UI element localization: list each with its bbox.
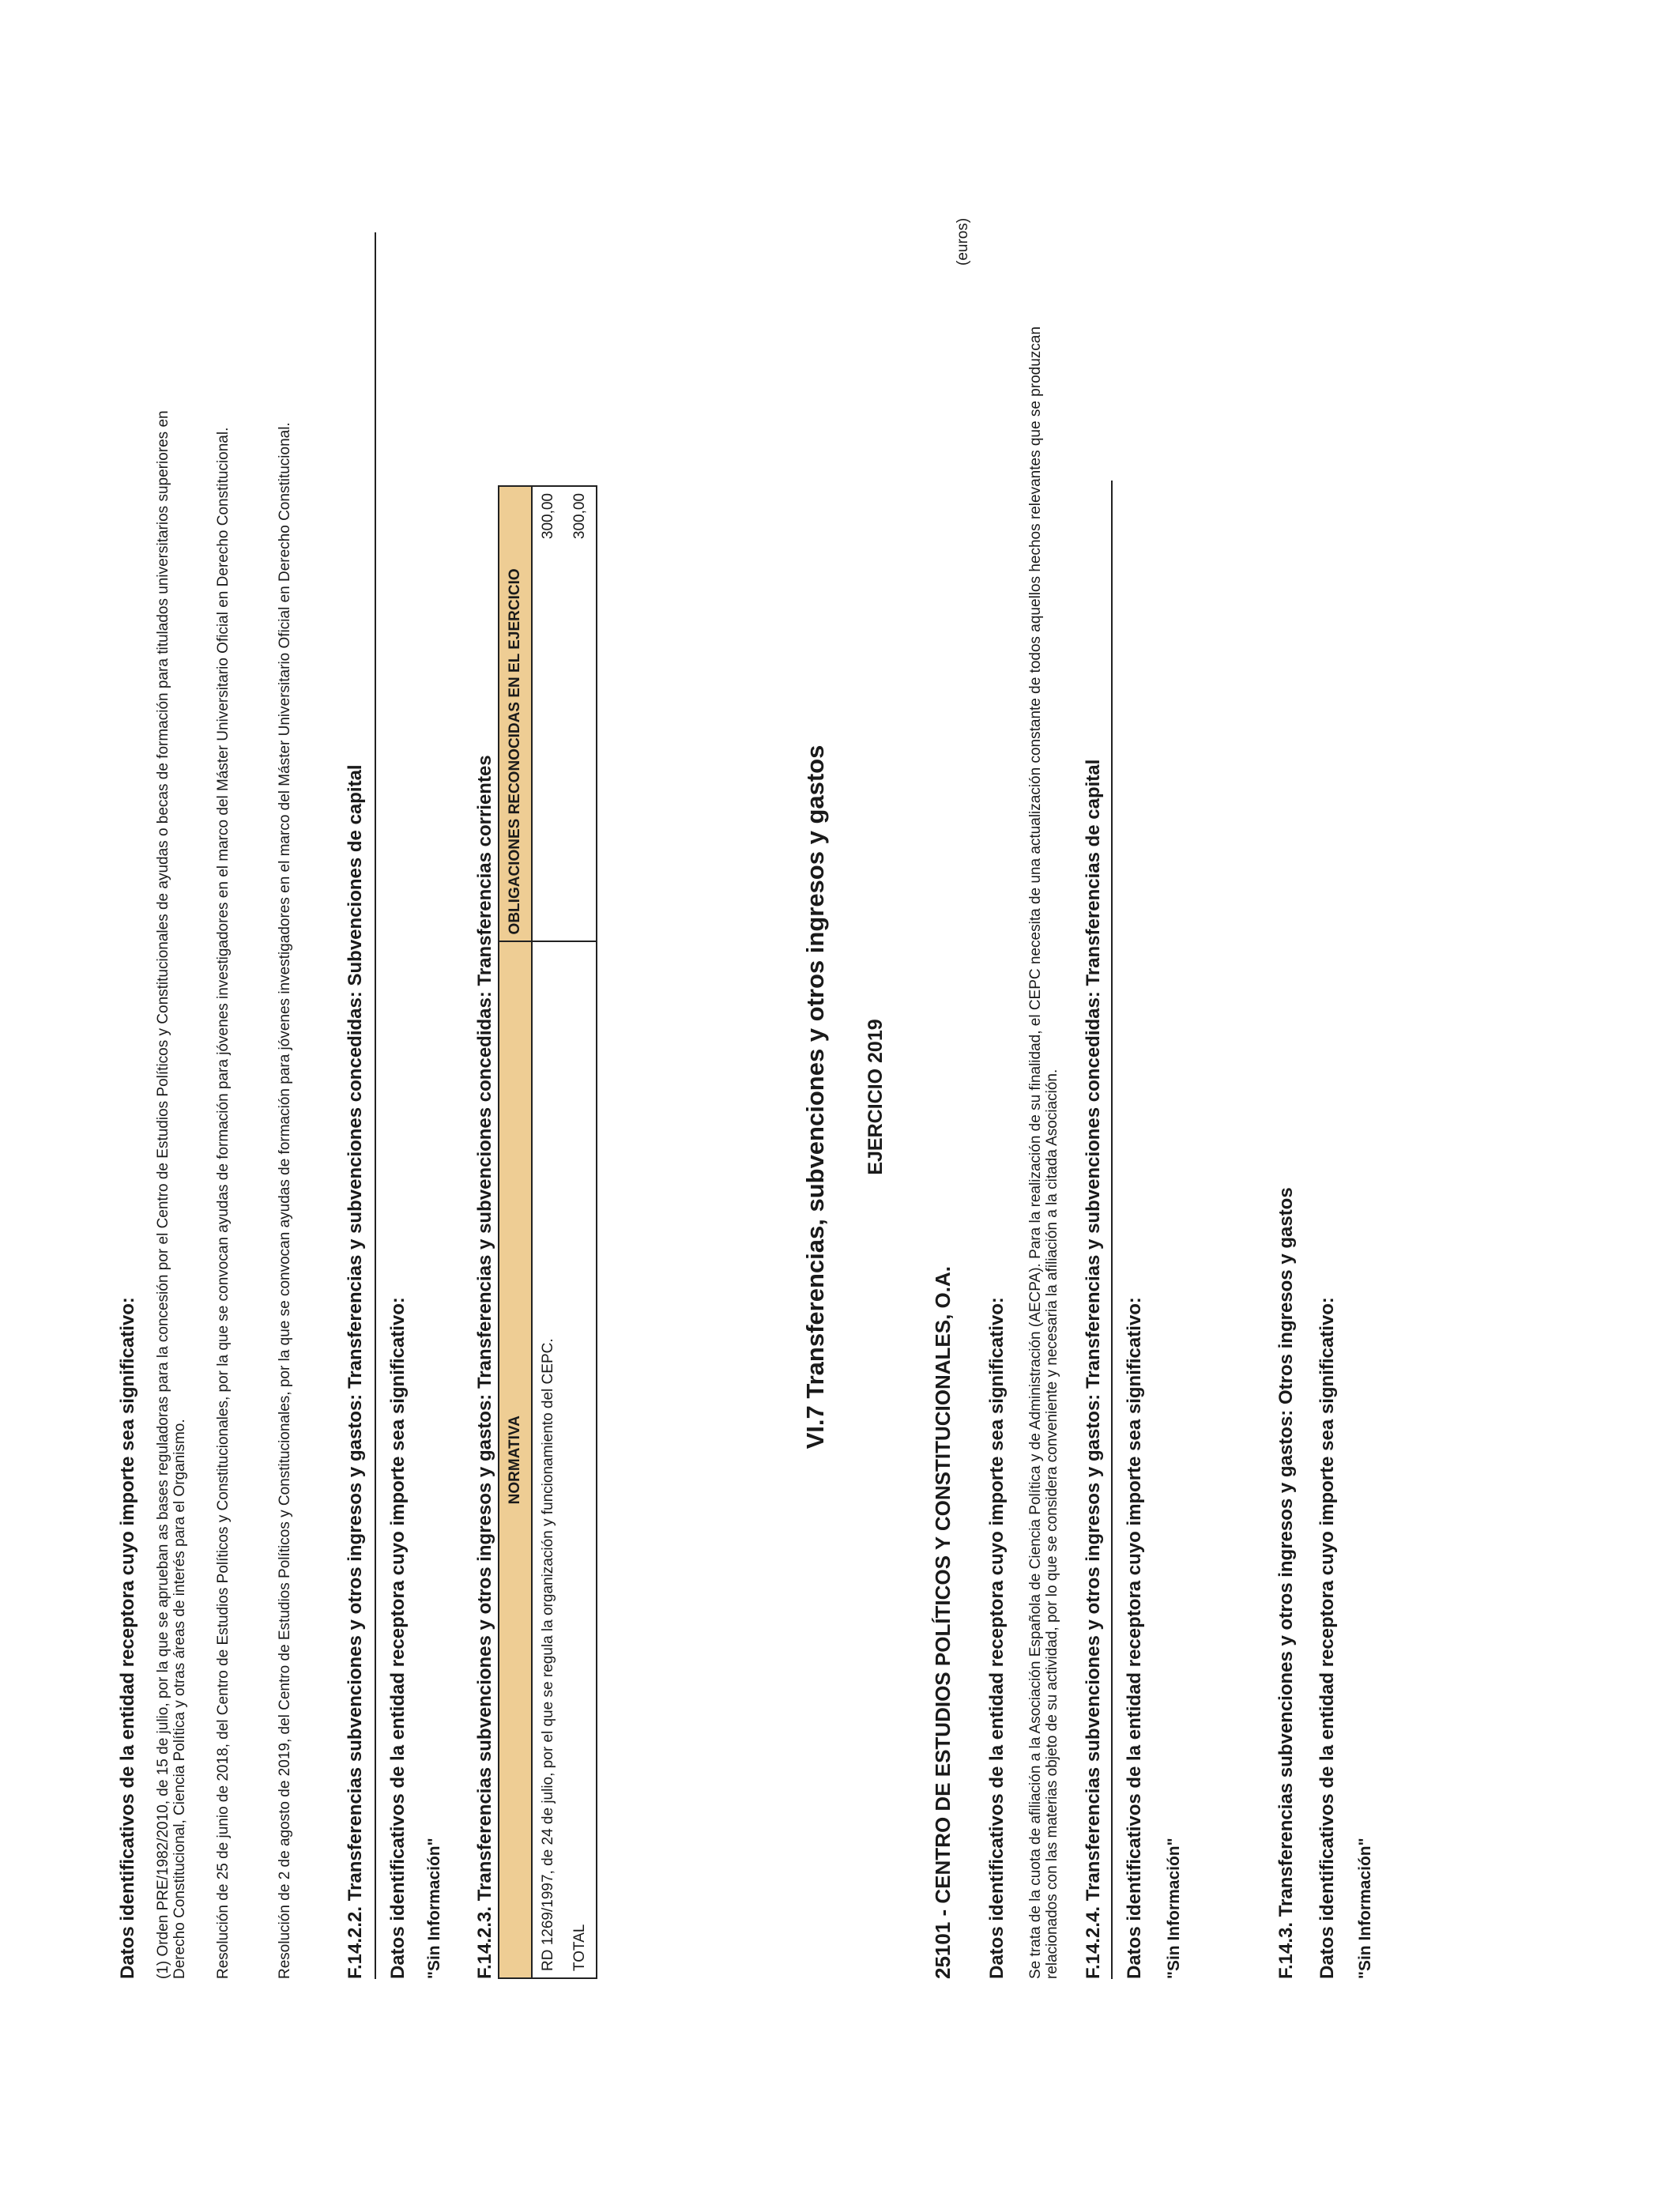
f14-2-4-no-info: "Sin Información" — [1165, 1838, 1183, 1979]
f14-2-4-heading: Datos identificativos de la entidad receptora cuyo importe sea significativo: — [1124, 1297, 1145, 1979]
total-amount-cell: 300,00 — [564, 486, 597, 941]
column-header-obligaciones: OBLIGACIONES RECONOCIDAS EN EL EJERCICIO — [499, 486, 532, 941]
entity-paragraph: Se trata de la cuota de afiliación a la Asociación Española de Ciencia Política y de Administración (AECPA). Para la realización de su finalidad, el CEPC necesita de una actualización constante de todos aquellos hechos relevantes que se produzcan relacionados con las materias objeto de su actividad, por lo que se considera conveniente y necesaria la afiliación a la citada Asociación. — [1027, 326, 1060, 1979]
f14-3-title: F.14.3. Transferencias subvenciones y otros ingresos y gastos: Otros ingresos y gastos — [1275, 1187, 1297, 1979]
f14-2-2-heading: Datos identificativos de la entidad receptora cuyo importe sea significativo: — [387, 1297, 409, 1979]
section-a-paragraph-2: Resolución de 25 de junio de 2018, del Centro de Estudios Políticos y Constitucionales, por la que se convocan ayudas de formación para jóvenes investigadores en el marco del Máster Universitario Oficial en Derecho Constitucional. — [215, 427, 232, 1979]
f14-3-no-info: "Sin Información" — [1356, 1838, 1374, 1979]
entity-name: 25101 - CENTRO DE ESTUDIOS POLÍTICOS Y CONSTITUCIONALES, O.A. — [931, 1266, 955, 1979]
section-a-paragraph-3: Resolución de 2 de agosto de 2019, del Centro de Estudios Políticos y Constitucionales, por la que se convocan ayudas de formación para jóvenes investigadores en el marco del Máster Universitario Oficial en Derecho Constitucional. — [277, 422, 293, 1979]
entity-heading: Datos identificativos de la entidad receptora cuyo importe sea significativo: — [986, 1297, 1008, 1979]
f14-3-heading: Datos identificativos de la entidad receptora cuyo importe sea significativo: — [1317, 1297, 1338, 1979]
table-row — [532, 486, 564, 1978]
f14-2-2-title: F.14.2.2. Transferencias subvenciones y otros ingresos y gastos: Transferencias y subvenciones concedidas: Subvenciones de capital — [345, 764, 366, 1979]
section-divider — [375, 232, 376, 1979]
f14-2-2-no-info: "Sin Información" — [425, 1838, 443, 1979]
table-header-row — [499, 486, 532, 1978]
section-a-paragraph-1: (1) Orden PRE/1982/2010, de 15 de julio, por la que se aprueban as bases reguladoras para la concesión por el Centro de Estudios Políticos y Constitucionales de ayudas o becas de formación para titulados universitarios superiores en Derecho Constitucional, Ciencia Política y otras áreas de interés para el Organismo. — [155, 410, 188, 1979]
column-header-normativa: NORMATIVA — [499, 941, 532, 1978]
f14-2-4-title: F.14.2.4. Transferencias subvenciones y otros ingresos y gastos: Transferencias y subvenciones concedidas: Transferencias de capital — [1083, 759, 1104, 1979]
page-title: VI.7 Transferencias, subvenciones y otros ingresos y gastos — [801, 745, 829, 1449]
fiscal-year: EJERCICIO 2019 — [864, 1019, 887, 1175]
units-label: (euros) — [955, 217, 971, 266]
f14-2-3-title: F.14.2.3. Transferencias subvenciones y otros ingresos y gastos: Transferencias y subvenciones concedidas: Transferencias corrientes — [474, 755, 495, 1979]
table-total-row — [564, 486, 597, 1978]
section-a-heading: Datos identificativos de la entidad receptora cuyo importe sea significativo: — [117, 1297, 138, 1979]
transfers-table — [498, 485, 597, 1979]
total-label-cell: TOTAL — [564, 941, 597, 1978]
amount-cell: 300,00 — [532, 486, 564, 941]
normativa-cell: RD 1269/1997, de 24 de julio, por el que se regula la organización y funcionamiento del CEPC. — [532, 941, 564, 1978]
section-divider — [1111, 481, 1113, 1979]
